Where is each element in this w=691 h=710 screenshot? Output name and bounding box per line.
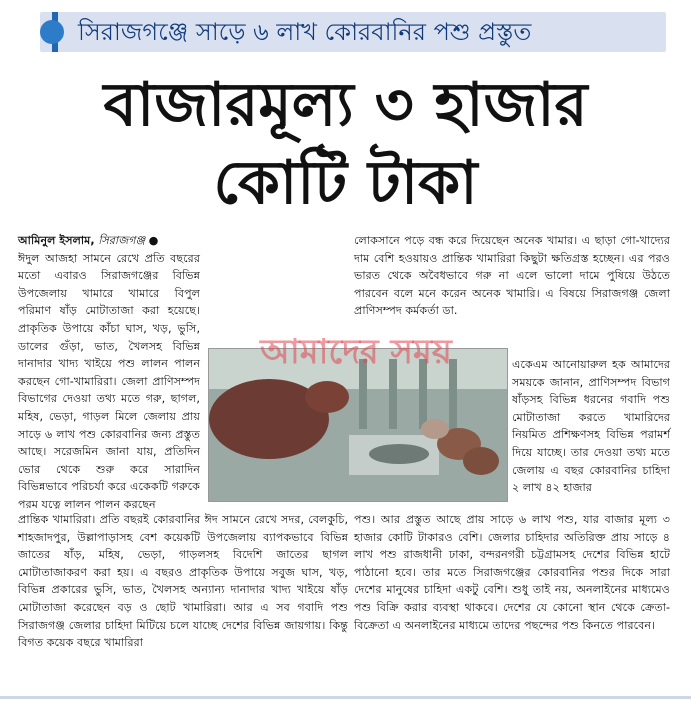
- article-text-right-bottom: পশু। আর প্রস্তুত আছে প্রায় সাড়ে ৬ লাখ পশু, যার বাজার মূল্য ৩ হাজার কোটি টাকারও বেশি। জেলার চাহিদার অতিরিক্ত প্রায় সাড়ে ৪ লাখ পশু রাজধানী ঢাকা, বন্দরনগরী চট্টগ্রামসহ দেশের বিভিন্ন হাটে পাঠানো হবে। তার মতে সিরাজগঞ্জের কোরবানির পশুর দিকে সারা দেশের মানুষের চাহিদা একটু বেশি। শুধু তাই নয়, অনলাইনের মাধ্যমেও পশু বিক্রি করার ব্যবস্থা থাকবে। দেশের যে কোনো স্থান থেকে ক্রেতা-বিক্রেতা এ অনলাইনের মাধ্যমে তাদের পছন্দের পশু কিনতে পারবেন।: [354, 513, 670, 632]
- kicker-text: সিরাজগঞ্জে সাড়ে ৬ লাখ কোরবানির পশু প্রস্তুত: [78, 18, 532, 46]
- article-text-right-mid: একেএম আনোয়ারুল হক আমাদের সময়কে জানান, প্রাণিসম্পদ বিভাগ ষাঁড়সহ বিভিন্ন ধরনের গবাদি পশু মোটাতাজা করতে খামারিদের নিয়মিত প্রশিক্ষণসহ বিভিন্ন পরামর্শ দিয়ে যাচ্ছে। তার দেওয়া তথ্য মতে জেলায় এ বছর কোরবানির চাহিদা ২ লাখ ৪২ হাজার: [512, 358, 670, 495]
- headline-line-1: বাজারমূল্য ৩ হাজার: [103, 70, 588, 140]
- bottom-rule: [0, 696, 691, 699]
- article-text-right-top: লোকসানে পড়ে বন্ধ করে দিয়েছেন অনেক খামার। এ ছাড়া গো-খাদ্যের দাম বেশি হওয়ায়ও প্রান্তিক খামারিরা কিছুটা ক্ষতিগ্রস্ত হচ্ছেন। এর পরও ভারত থেকে অবৈধভাবে গরু না এলে ভালো দামে পুষিয়ে উঠতে পারবেন বলে মনে করেন অনেক খামারি। এ বিষয়ে সিরাজগঞ্জ জেলা প্রাণিসম্পদ কর্মকর্তা ডা.: [354, 234, 670, 318]
- byline-place: সিরাজগঞ্জ: [98, 234, 146, 247]
- byline-name: আমিনুল ইসলাম,: [18, 234, 95, 247]
- article-text-left-bottom: প্রান্তিক খামারিরা। প্রতি বছরই কোরবানির ঈদ সামনে রেখে সদর, বেলকুচি, শাহজাদপুর, উল্লাপাড়াসহ বেশ কয়েকটি উপজেলায় ব্যাপকভাবে বিভিন্ন জাতের ষাঁড়, মহিষ, ভেড়া, গাড়লসহ বিদেশি জাতের ছাগল মোটাতাজাকরণ করা হয়। এ বছরও প্রাকৃতিক উপায়ে সবুজ ঘাস, খড়, বিভিন্ন প্রকারের ভুসি, ভাত, খৈলসহ অন্যান্য দানাদার খাদ্য খাইয়ে ষাঁড় মোটাতাজা করেছেন বড় ও ছোট খামারিরা। আর এ সব গবাদি পশু সিরাজগঞ্জ জেলার চাহিদা মিটিয়ে চলে যাচ্ছে দেশের বিভিন্ন জায়গায়। কিন্তু বিগত কয়েক বছরে খামারিরা: [18, 513, 348, 650]
- dot-icon: ●: [148, 234, 159, 247]
- publication-watermark: আমাদের সময়: [260, 332, 452, 372]
- article-text-left-top: ঈদুল আজহা সামনে রেখে প্রতি বছরের মতো এবারও সিরাজগঞ্জের বিভিন্ন উপজেলায় খামারে খামারে বিপুল পরিমাণ ষাঁড় মোটাতাজা করা হয়েছে। প্রাকৃতিক উপায়ে কাঁচা ঘাস, খড়, ভুসি, ডালের গুঁড়া, ভাত, খৈলসহ বিভিন্ন দানাদার খাদ্য খাইয়ে পশু লালন পালন করছেন গো-খামারিরা। জেলা প্রাণিসম্পদ বিভাগের দেওয়া তথ্য মতে গরু, ছাগল, মহিষ, ভেড়া, গাড়ল মিলে জেলায় প্রায় সাড়ে ৬ লাখ পশু কোরবানির জন্য প্রস্তুত আছে। সরেজমিন জানা যায়, প্রতিদিন ভোর থেকে শুরু করে সারাদিন বিভিন্নভাবে পরিচর্যা করে একেকটি গরুকে পরম যত্নে লালন পালন করছেন: [18, 251, 200, 511]
- article-column-right-bottom: [354, 511, 670, 634]
- byline: [18, 232, 200, 250]
- article-column-right-top: [354, 232, 670, 320]
- headline: [0, 66, 691, 222]
- article-column-left-bottom: [18, 511, 348, 652]
- article-column-left-top: [18, 232, 200, 514]
- article-column-right-mid: [512, 356, 670, 497]
- circle-bullet-icon: [40, 20, 64, 44]
- headline-line-2: কোটি টাকা: [213, 148, 478, 218]
